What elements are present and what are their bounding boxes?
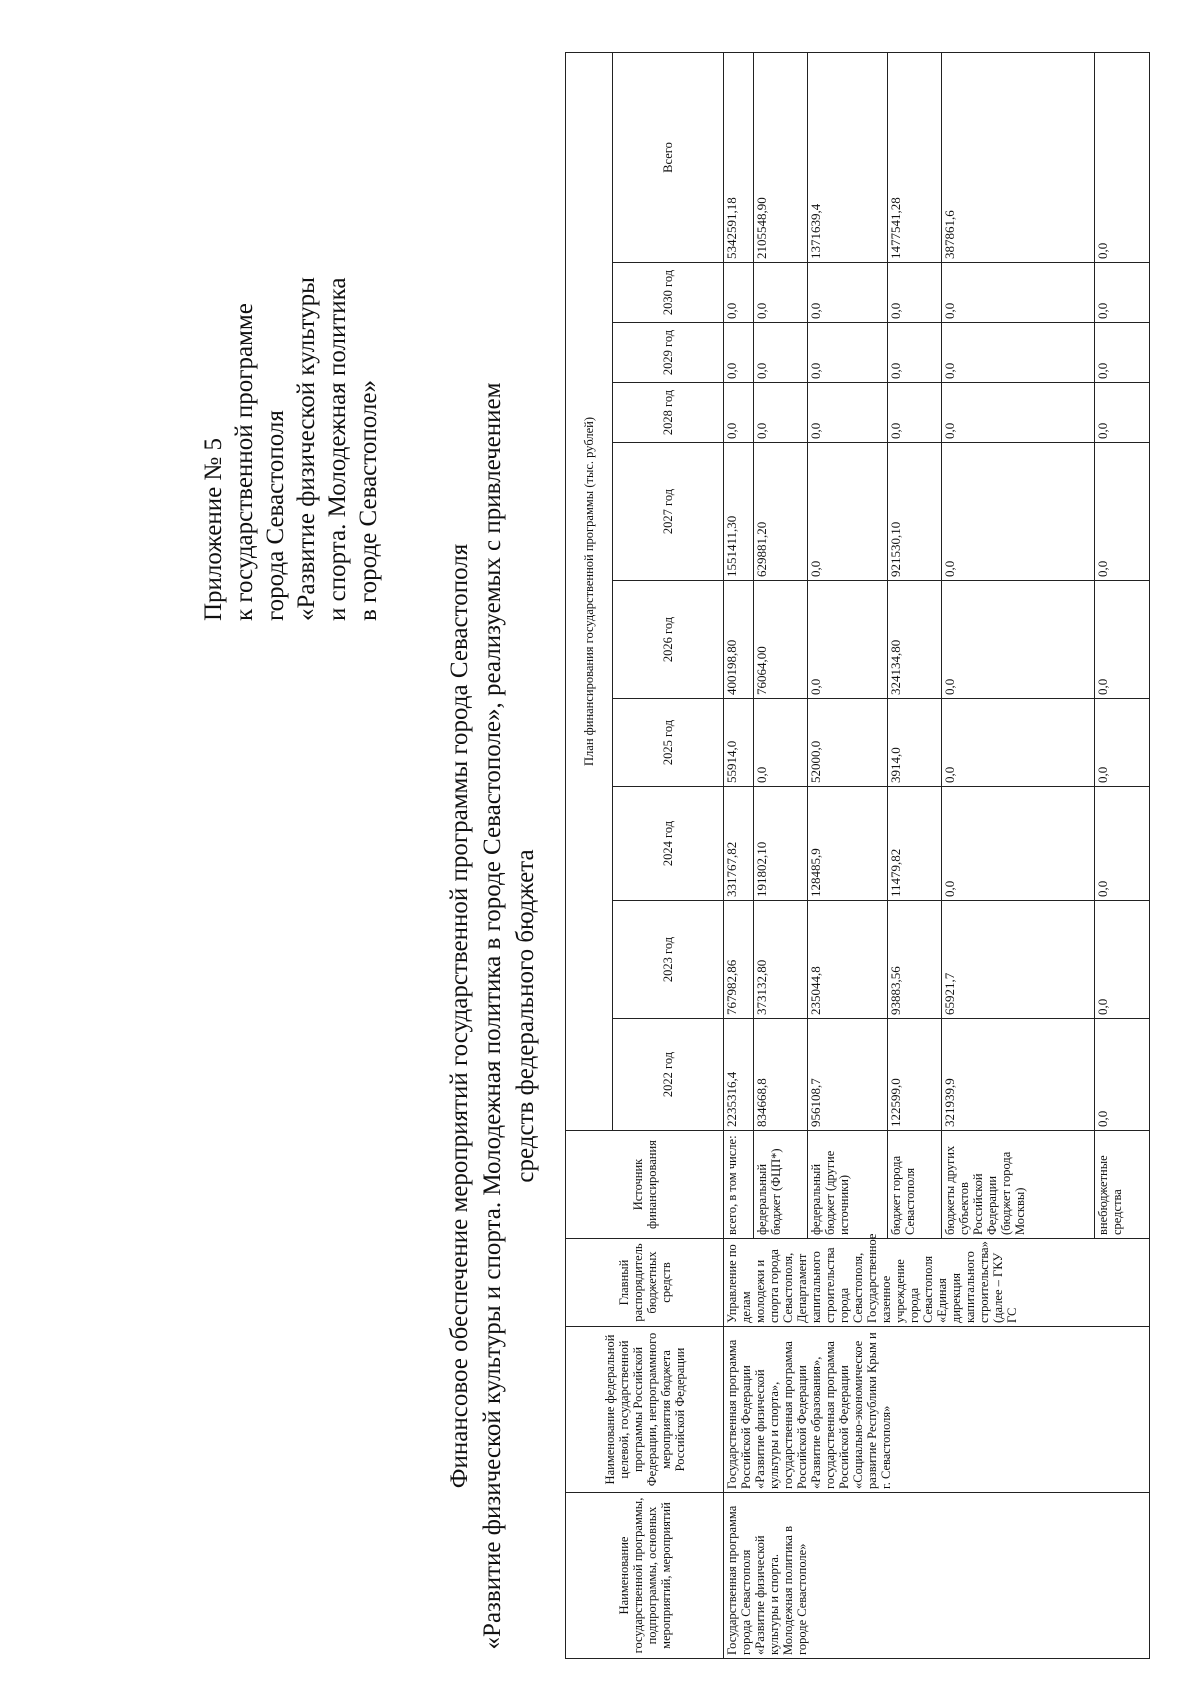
value-cell: 0,0: [887, 383, 942, 443]
value-cell: 0,0: [724, 383, 754, 443]
total-cell: 387861,6: [942, 52, 1095, 262]
total-cell: 1477541,28: [887, 52, 942, 262]
header-plan-group: План финансирования государственной программы (тыс. рублей): [566, 52, 613, 1130]
value-cell: 834668,8: [753, 1019, 808, 1131]
value-cell: 0,0: [753, 383, 808, 443]
value-cell: 0,0: [942, 699, 1095, 787]
value-cell: 324134,80: [887, 581, 942, 699]
title-line: «Развитие физической культуры и спорта. Молодежная политика в городе Севастополе», реализуемых с привлечением: [479, 382, 506, 1650]
value-cell: 76064,00: [753, 581, 808, 699]
header-year: 2027 год: [613, 443, 724, 581]
value-cell: 128485,9: [808, 787, 887, 901]
total-cell: 2105548,90: [753, 52, 808, 262]
header-year: 2025 год: [613, 699, 724, 787]
program-name-cell: Государственная программа города Севастополя «Развитие физической культуры и спорта. Молодежная политика в городе Севастополе»: [724, 1493, 1150, 1659]
main-manager-cell: Управление по делам молодежи и спорта города Севастополя, Департамент капитального строительства города Севастополя, Государственное казенное учреждение города Севастополя «Единая дирекция капитального строительства» (далее – ГКУ ГС: [724, 1239, 1150, 1327]
value-cell: 373132,80: [753, 901, 808, 1019]
value-cell: 235044,8: [808, 901, 887, 1019]
value-cell: 921530,10: [887, 443, 942, 581]
total-cell: 1371639,4: [808, 52, 887, 262]
value-cell: 0,0: [1095, 443, 1150, 581]
value-cell: 2235316,4: [724, 1019, 754, 1131]
value-cell: 0,0: [942, 581, 1095, 699]
header-row: [566, 52, 613, 1658]
value-cell: 0,0: [1095, 901, 1150, 1019]
value-cell: 0,0: [942, 443, 1095, 581]
header-year: 2022 год: [613, 1019, 724, 1131]
value-cell: 0,0: [942, 787, 1095, 901]
value-cell: 0,0: [1095, 323, 1150, 383]
value-cell: 0,0: [808, 323, 887, 383]
header-year: 2024 год: [613, 787, 724, 901]
value-cell: 0,0: [1095, 383, 1150, 443]
funding-source-cell: бюджеты других субъектов Российской Федерации (бюджет города Москвы): [942, 1131, 1095, 1239]
header-main-manager: Главный распорядитель бюджетных средств: [566, 1239, 724, 1327]
value-cell: 52000,0: [808, 699, 887, 787]
value-cell: 191802,10: [753, 787, 808, 901]
value-cell: 400198,80: [724, 581, 754, 699]
header-year: 2028 год: [613, 383, 724, 443]
value-cell: 0,0: [1095, 699, 1150, 787]
total-cell: 0,0: [1095, 52, 1150, 262]
title-line: Финансовое обеспечение мероприятий государственной программы города Севастополя: [446, 543, 473, 1489]
value-cell: 0,0: [942, 263, 1095, 323]
value-cell: 0,0: [1095, 581, 1150, 699]
value-cell: 0,0: [942, 383, 1095, 443]
funding-source-cell: бюджет города Севастополя: [887, 1131, 942, 1239]
value-cell: 0,0: [1095, 1019, 1150, 1131]
funding-source-cell: федеральный бюджет (другие источники): [808, 1131, 887, 1239]
federal-program-cell: Государственная программа Российской Федерации «Развитие физической культуры и спорта», государственная программа Российской Федерации «Развитие образования», государственная программа Российской Федерации «Социально-экономическое развитие Республики Крым и г. Севастополя»: [724, 1327, 1150, 1493]
header-year: 2029 год: [613, 323, 724, 383]
funding-source-cell: внебюджетные средства: [1095, 1131, 1150, 1239]
value-cell: 331767,82: [724, 787, 754, 901]
value-cell: 0,0: [887, 263, 942, 323]
appendix-line: к государственной программе: [231, 303, 258, 621]
value-cell: 629881,20: [753, 443, 808, 581]
value-cell: 0,0: [724, 323, 754, 383]
value-cell: 55914,0: [724, 699, 754, 787]
value-cell: 11479,82: [887, 787, 942, 901]
value-cell: 0,0: [808, 581, 887, 699]
header-funding-source: Источник финансирования: [566, 1131, 724, 1239]
funding-source-cell: федеральный бюджет (ФЦП*): [753, 1131, 808, 1239]
total-cell: 5342591,18: [724, 52, 754, 262]
appendix-note: [198, 121, 384, 621]
value-cell: 93883,56: [887, 901, 942, 1019]
value-cell: 0,0: [753, 323, 808, 383]
value-cell: 321939,9: [942, 1019, 1095, 1131]
value-cell: 767982,86: [724, 901, 754, 1019]
header-program-name: Наименование государственной программы, подпрограммы, основных мероприятий, мероприятий: [566, 1493, 724, 1659]
value-cell: 65921,7: [942, 901, 1095, 1019]
header-total: Всего: [613, 52, 724, 262]
appendix-line: в городе Севастополе»: [355, 380, 382, 621]
value-cell: 0,0: [942, 323, 1095, 383]
value-cell: 0,0: [1095, 787, 1150, 901]
appendix-line: города Севастополя: [262, 410, 289, 621]
header-year: 2023 год: [613, 901, 724, 1019]
funding-source-cell: всего, в том числе:: [724, 1131, 754, 1239]
value-cell: 0,0: [724, 263, 754, 323]
value-cell: 0,0: [808, 383, 887, 443]
title-line: средств федерального бюджета: [512, 849, 539, 1183]
value-cell: 0,0: [753, 699, 808, 787]
value-cell: 0,0: [887, 323, 942, 383]
value-cell: 0,0: [753, 263, 808, 323]
appendix-line: «Развитие физической культуры: [293, 277, 320, 621]
header-federal-program: Наименование федеральной целевой, государственной программы Российской Федерации, непрограммного мероприятия бюджета Российской Федерации: [566, 1327, 724, 1493]
financing-table: [565, 52, 1150, 1659]
value-cell: 956108,7: [808, 1019, 887, 1131]
value-cell: 1551411,30: [724, 443, 754, 581]
document-title: [443, 351, 542, 1681]
value-cell: 3914,0: [887, 699, 942, 787]
header-year: 2030 год: [613, 263, 724, 323]
value-cell: 0,0: [808, 263, 887, 323]
appendix-line: Приложение № 5: [200, 437, 227, 621]
table-row: [724, 52, 754, 1658]
value-cell: 122599,0: [887, 1019, 942, 1131]
value-cell: 0,0: [1095, 263, 1150, 323]
value-cell: 0,0: [808, 443, 887, 581]
header-year: 2026 год: [613, 581, 724, 699]
appendix-line: и спорта. Молодежная политика: [324, 277, 351, 621]
